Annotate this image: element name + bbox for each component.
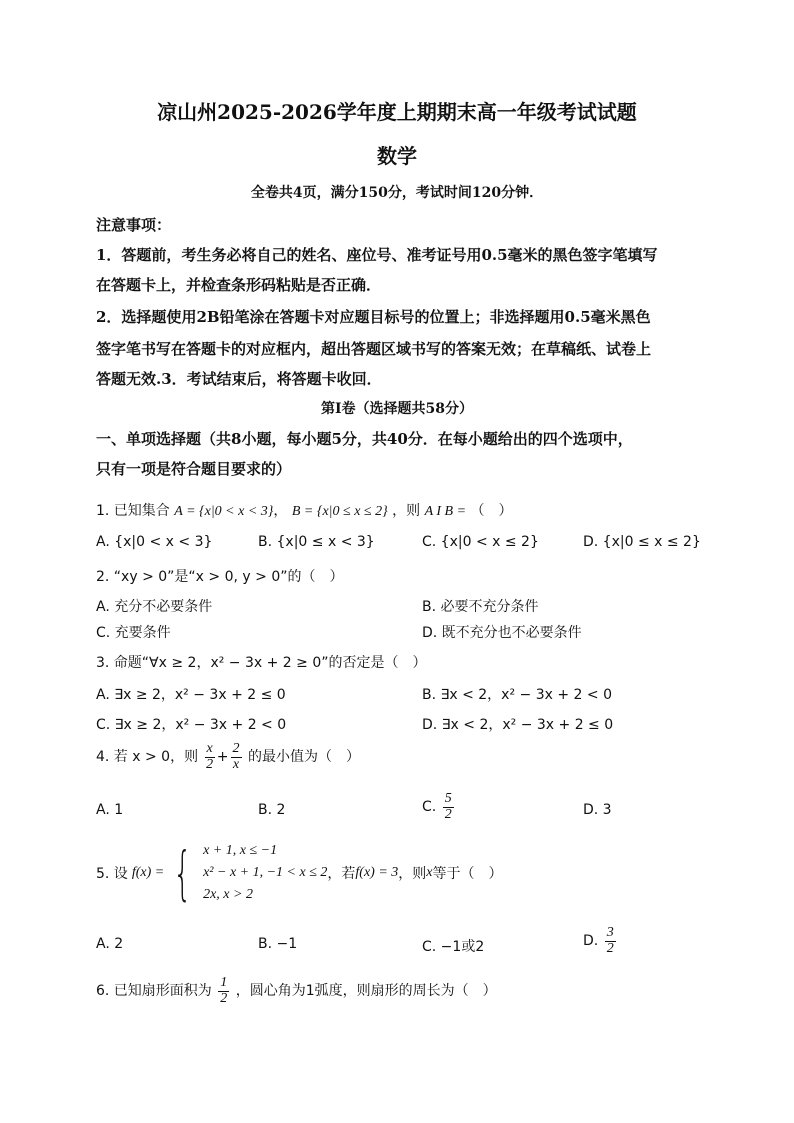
note-2-line-2: 签字笔书写在答题卡的对应框内，超出答题区域书写的答案无效；在草稿纸、试卷上 bbox=[96, 340, 652, 358]
part-title: 第I卷（选择题共58分） bbox=[320, 401, 474, 417]
section-heading-line-2: 只有一项是符合题目要求的） bbox=[96, 460, 292, 478]
q5-option-c: C. −1或2 bbox=[422, 939, 485, 955]
q1-option-c: C. {x|0 < x ≤ 2} bbox=[422, 534, 539, 550]
note-1-line-2: 在答题卡上，并检查条形码粘贴是否正确． bbox=[96, 276, 382, 294]
note-2-line-3: 答题无效.3．考试结束后，将答题卡收回． bbox=[96, 370, 382, 388]
fraction-1-over-2: $\frac{1}{2}$ bbox=[220, 975, 228, 1006]
q2-option-c: C. 充要条件 bbox=[96, 625, 171, 641]
q3-option-c: C. ∃x ≥ 2，x² − 3x + 2 < 0 bbox=[96, 717, 287, 733]
exam-title: 凉山州2025-2026学年度上期期末高一年级考试试题 bbox=[157, 100, 637, 124]
piecewise-function: { x + 1, x ≤ −1 x² − x + 1, −1 < x ≤ 2 2x, x > 2 bbox=[173, 839, 328, 907]
question-6-stem: 6. 已知扇形面积为 $\frac{1}{2}$ ，圆心角为1弧度，则扇形的周长为（ ） bbox=[96, 975, 497, 1006]
fraction-3-over-2: $\frac{3}{2}$ bbox=[606, 925, 614, 956]
notes-heading: 注意事项： bbox=[96, 216, 172, 234]
q4-option-a: A. 1 bbox=[96, 802, 124, 818]
q5-option-d: D. $\frac{3}{2}$ bbox=[583, 925, 614, 956]
fraction-5-over-2: $\frac{5}{2}$ bbox=[444, 791, 452, 822]
q2-option-d: D. 既不充分也不必要条件 bbox=[422, 625, 582, 641]
q4-option-d: D. 3 bbox=[583, 802, 612, 818]
left-brace-icon: { bbox=[173, 839, 192, 907]
q3-option-d: D. ∃x < 2，x² − 3x + 2 ≤ 0 bbox=[422, 717, 614, 733]
question-1-stem: 1. 已知集合 A = {x|0 < x < 3}， B = {x|0 ≤ x ≤ 2} ，则 A I B = （ ） bbox=[96, 503, 513, 519]
section-heading-line-1: 一、单项选择题（共8小题，每小题5分，共40分．在每小题给出的四个选项中， bbox=[96, 430, 633, 448]
q3-option-a: A. ∃x ≥ 2，x² − 3x + 2 ≤ 0 bbox=[96, 687, 286, 703]
q1-option-b: B. {x|0 ≤ x < 3} bbox=[258, 534, 375, 550]
question-5-stem: 5. 设 f(x) = { x + 1, x ≤ −1 x² − x + 1, −1 < x ≤ 2 2x, x > 2 ，若 f(x) = 3 ，则 x 等于（ ） bbox=[96, 839, 503, 907]
note-1-line-1: 1．答题前，考生务必将自己的姓名、座位号、准考证号用0.5毫米的黑色签字笔填写 bbox=[96, 246, 658, 264]
q4-option-b: B. 2 bbox=[258, 802, 286, 818]
q3-option-b: B. ∃x < 2，x² − 3x + 2 < 0 bbox=[422, 687, 612, 703]
question-3-stem: 3. 命题“∀x ≥ 2，x² − 3x + 2 ≥ 0”的否定是（ ） bbox=[96, 655, 427, 671]
q5-option-a: A. 2 bbox=[96, 936, 124, 952]
q2-option-a: A. 充分不必要条件 bbox=[96, 599, 213, 615]
q5-option-b: B. −1 bbox=[258, 936, 298, 952]
note-2-line-1: 2．选择题使用2B铅笔涂在答题卡对应题目标号的位置上；非选择题用0.5毫米黑色 bbox=[96, 308, 651, 326]
q4-option-c: C. $\frac{5}{2}$ bbox=[422, 791, 452, 822]
q2-option-b: B. 必要不充分条件 bbox=[422, 599, 539, 615]
subject-title: 数学 bbox=[377, 144, 417, 168]
q1-option-a: A. {x|0 < x < 3} bbox=[96, 534, 213, 550]
fraction-x-over-2: $\frac{x}{2}$ bbox=[206, 741, 214, 772]
exam-info: 全卷共4页，满分150分，考试时间120分钟． bbox=[250, 185, 544, 201]
q1-option-d: D. {x|0 ≤ x ≤ 2} bbox=[583, 534, 701, 550]
question-2-stem: 2. “xy > 0”是“x > 0, y > 0”的（ ） bbox=[96, 569, 344, 585]
question-4-stem: 4. 若 x > 0，则 $\frac{x}{2}$ + $\frac{2}{x}$ 的最小值为（ ） bbox=[96, 741, 360, 772]
fraction-2-over-x: $\frac{2}{x}$ bbox=[232, 741, 240, 772]
